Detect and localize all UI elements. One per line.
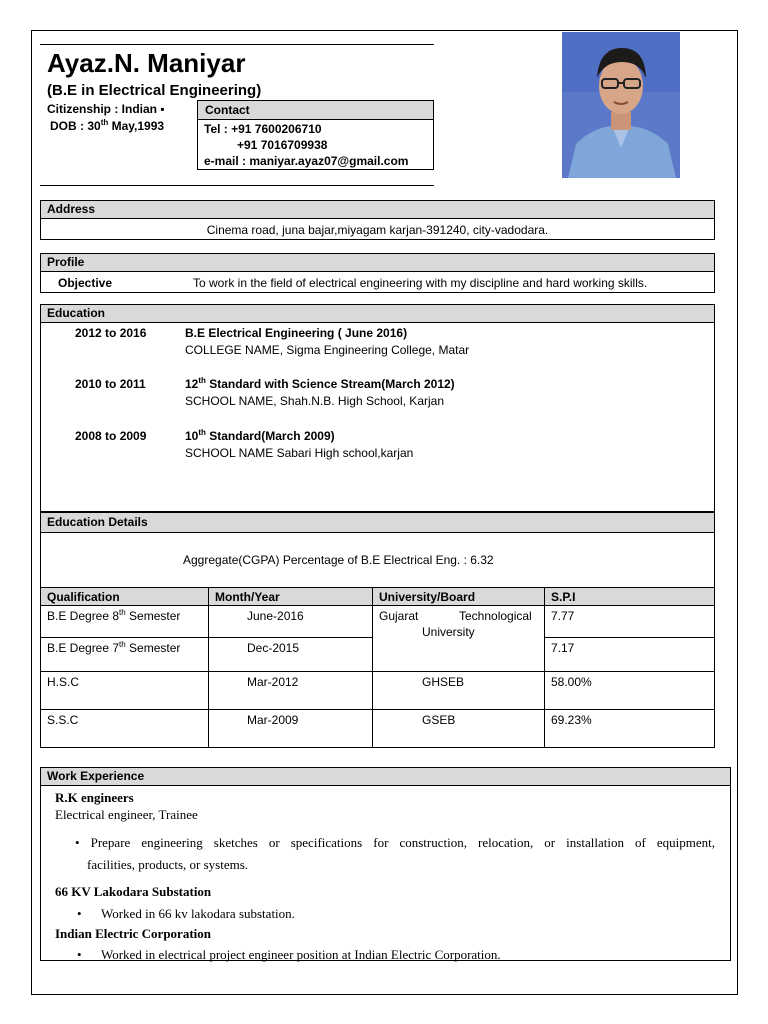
education-title: 10th Standard(March 2009) (185, 428, 335, 443)
profile-photo (562, 32, 680, 178)
table-cell: 7.17 (545, 638, 715, 672)
profile-section (40, 253, 715, 293)
education-title: 12th Standard with Science Stream(March 2012) (185, 376, 455, 391)
company-name: 66 KV Lakodara Substation (55, 884, 212, 899)
header-top-rule (40, 44, 434, 45)
work-experience-section (40, 767, 731, 961)
education-detail: SCHOOL NAME Sabari High school,karjan (185, 446, 414, 460)
table-cell: 69.23% (545, 710, 715, 748)
contact-box (197, 100, 434, 170)
table-cell: 7.77 (545, 606, 715, 638)
aggregate-text: Aggregate(CGPA) Percentage of B.E Electrical Eng. : 6.32 (183, 553, 494, 567)
marks-table (40, 587, 715, 748)
work-heading: Work Experience (41, 768, 730, 786)
contact-heading: Contact (198, 101, 433, 120)
contact-phone-2: +91 7016709938 (237, 138, 328, 152)
profile-heading: Profile (41, 254, 714, 272)
job-role: Electrical engineer, Trainee (55, 807, 198, 822)
education-heading: Education (41, 305, 714, 323)
education-years: 2008 to 2009 (75, 429, 147, 443)
table-cell: Mar-2009 (209, 710, 373, 748)
table-cell: S.S.C (40, 710, 209, 748)
education-years: 2012 to 2016 (75, 326, 147, 340)
address-text: Cinema road, juna bajar,miyagam karjan-391240, city-vadodara. (206, 223, 549, 237)
company-name: Indian Electric Corporation (55, 926, 211, 941)
citizenship: Citizenship : Indian ▪ (47, 102, 165, 116)
table-cell: Mar-2012 (209, 672, 373, 710)
address-section (40, 200, 715, 240)
table-header-cell: University/Board (373, 587, 545, 606)
education-details-heading: Education Details (41, 513, 714, 533)
contact-email: e-mail : maniyar.ayaz07@gmail.com (204, 154, 409, 168)
company-name: R.K engineers (55, 790, 134, 805)
table-header-cell: Month/Year (209, 587, 373, 606)
table-cell: 58.00% (545, 672, 715, 710)
education-detail: COLLEGE NAME, Sigma Engineering College, Matar (185, 343, 470, 357)
bullet-icon: • (77, 947, 82, 962)
table-header-cell: S.P.I (545, 587, 715, 606)
address-heading: Address (41, 201, 714, 219)
header-bottom-rule (40, 185, 434, 186)
work-bullet: Worked in 66 kv lakodara substation. (101, 906, 295, 921)
table-cell: June-2016 (209, 606, 373, 638)
candidate-degree: (B.E in Electrical Engineering) (47, 82, 262, 99)
date-of-birth: DOB : 30th May,1993 (50, 118, 165, 133)
table-header-cell: Qualification (40, 587, 209, 606)
table-cell: GHSEB (373, 672, 545, 710)
bullet-icon: • (77, 906, 82, 921)
objective-text: To work in the field of electrical engineering with my discipline and hard working skills. (193, 276, 648, 290)
table-cell: GSEB (373, 710, 545, 748)
education-title: B.E Electrical Engineering ( June 2016) (185, 326, 408, 340)
work-bullet: • Prepare engineering sketches or specifications for construction, relocation, or installation of equipment, (75, 835, 715, 850)
table-cell: Dec-2015 (209, 638, 373, 672)
table-cell: H.S.C (40, 672, 209, 710)
table-cell: B.E Degree 7th Semester (40, 638, 209, 672)
contact-phone-1: Tel : +91 7600206710 (204, 122, 322, 136)
candidate-name: Ayaz.N. Maniyar (47, 48, 246, 78)
education-section (40, 304, 715, 512)
table-cell-merged-board: Gujarat Technological University (373, 606, 545, 672)
education-years: 2010 to 2011 (75, 377, 146, 391)
work-bullet-continued: facilities, products, or systems. (87, 857, 249, 872)
objective-label: Objective (58, 276, 113, 290)
education-detail: SCHOOL NAME, Shah.N.B. High School, Karjan (185, 394, 444, 408)
work-bullet: Worked in electrical project engineer position at Indian Electric Corporation. (101, 947, 501, 962)
table-cell: B.E Degree 8th Semester (40, 606, 209, 638)
